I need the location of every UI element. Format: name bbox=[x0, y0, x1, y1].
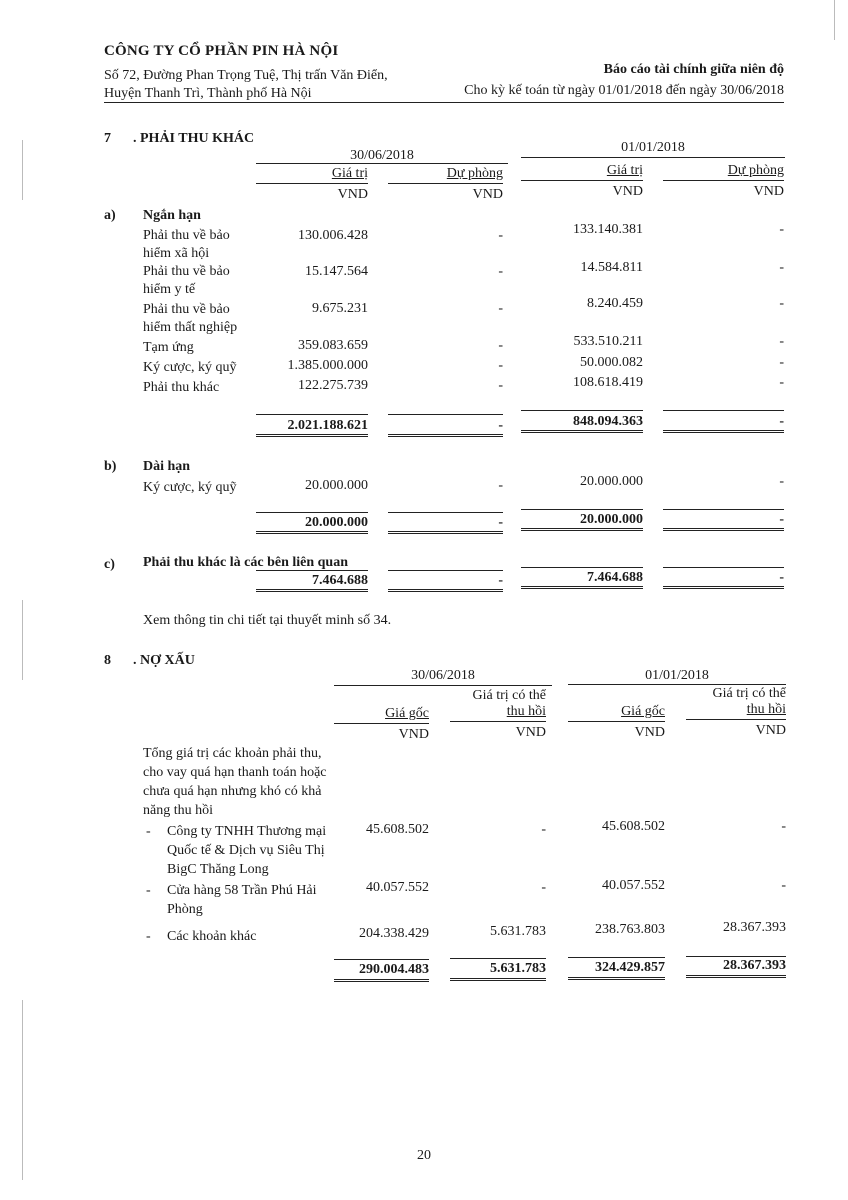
s7-date-2: 01/01/2018 bbox=[621, 140, 685, 155]
value-30-06: 359.083.659 bbox=[298, 338, 368, 353]
row-label: Công ty TNHH Thương mại bbox=[167, 824, 327, 839]
s8-col-recoverable-2a: Giá trị có thể bbox=[712, 686, 786, 701]
row-dash: - bbox=[146, 824, 151, 839]
s7-date-1: 30/06/2018 bbox=[350, 148, 414, 163]
row-dash: - bbox=[146, 929, 151, 944]
cost-30-06: 45.608.502 bbox=[366, 822, 429, 837]
s8-col-cost-2: Giá gốc bbox=[621, 704, 665, 719]
s8-date-2: 01/01/2018 bbox=[645, 668, 709, 683]
s7a-total-rule-top bbox=[388, 414, 503, 415]
value-01-01: 20.000.000 bbox=[580, 474, 643, 489]
row-label: Các khoản khác bbox=[167, 929, 257, 944]
cost-30-06: 40.057.552 bbox=[366, 880, 429, 895]
s7b-total-rule-top bbox=[256, 512, 368, 513]
s7c-total-provision-30-06: - bbox=[498, 573, 503, 588]
s8-intro-line: Tổng giá trị các khoản phải thu, bbox=[143, 746, 322, 761]
s7-col-rule bbox=[521, 180, 643, 181]
s7c-label: c) bbox=[104, 557, 115, 572]
page-edge-right bbox=[834, 0, 835, 40]
report-period: Cho kỳ kế toán từ ngày 01/01/2018 đến ngày 30/06/2018 bbox=[464, 83, 784, 98]
s8-total-rule-top bbox=[334, 959, 429, 960]
s7b-total-provision-01-01: - bbox=[779, 512, 784, 527]
section-8-title: . NỢ XẤU bbox=[133, 653, 195, 668]
s7-note: Xem thông tin chi tiết tại thuyết minh số 34. bbox=[143, 613, 392, 628]
s8-intro-line: cho vay quá hạn thanh toán hoặc bbox=[143, 765, 327, 780]
s7c-total-double-rule bbox=[521, 586, 643, 589]
s7-unit-3: VND bbox=[612, 184, 643, 199]
s8-total-double-rule bbox=[686, 975, 786, 978]
header-divider bbox=[104, 102, 784, 103]
company-address-line-1: Số 72, Đường Phan Trọng Tuệ, Thị trấn Văn Điển, bbox=[104, 68, 388, 83]
value-01-01: 50.000.082 bbox=[580, 355, 643, 370]
row-label: Phải thu về bảo bbox=[143, 302, 230, 317]
s8-total-cost-30-06: 290.004.483 bbox=[359, 962, 429, 977]
s7a-total-double-rule bbox=[521, 430, 643, 433]
s7b-total-rule-top bbox=[663, 509, 784, 510]
s8-total-double-rule bbox=[450, 978, 546, 981]
row-label: Phải thu khác bbox=[143, 380, 220, 395]
s8-intro-line: chưa quá hạn nhưng khó có khả bbox=[143, 784, 322, 799]
s7-unit-1: VND bbox=[337, 187, 368, 202]
s7-col-value-2: Giá trị bbox=[606, 163, 643, 178]
value-30-06: 20.000.000 bbox=[305, 478, 368, 493]
provision-01-01: - bbox=[779, 334, 784, 349]
provision-01-01: - bbox=[779, 260, 784, 275]
section-7-number: 7 bbox=[104, 131, 111, 146]
report-title: Báo cáo tài chính giữa niên độ bbox=[603, 62, 784, 77]
recoverable-01-01: 28.367.393 bbox=[723, 920, 786, 935]
s7-col-provision-2: Dự phòng bbox=[727, 163, 784, 178]
section-8-number: 8 bbox=[104, 653, 111, 668]
s7b-total-rule-top bbox=[388, 512, 503, 513]
s7a-total-double-rule bbox=[256, 434, 368, 437]
s8-col-rule bbox=[686, 719, 786, 720]
row-label: Tạm ứng bbox=[143, 340, 194, 355]
recoverable-01-01: - bbox=[781, 878, 786, 893]
provision-30-06: - bbox=[498, 478, 503, 493]
s8-col-cost-1: Giá gốc bbox=[385, 706, 429, 721]
s8-unit-2: VND bbox=[515, 725, 546, 740]
s8-col-recoverable-1a: Giá trị có thể bbox=[472, 688, 546, 703]
s7a-total-rule-top bbox=[663, 410, 784, 411]
s8-total-rule-top bbox=[686, 956, 786, 957]
s7a-total-rule-top bbox=[256, 414, 368, 415]
s7b-label: b) bbox=[104, 459, 117, 474]
page-number: 20 bbox=[417, 1148, 431, 1163]
provision-30-06: - bbox=[498, 228, 503, 243]
s7a-total-provision-01-01: - bbox=[779, 414, 784, 429]
page-edge-left bbox=[22, 600, 23, 680]
s8-total-double-rule bbox=[334, 979, 429, 982]
s8-date-1: 30/06/2018 bbox=[411, 668, 475, 683]
value-30-06: 15.147.564 bbox=[305, 264, 368, 279]
s7b-total-rule-top bbox=[521, 509, 643, 510]
s8-date-1-rule bbox=[334, 685, 552, 686]
s8-col-rule bbox=[334, 723, 429, 724]
s7-unit-4: VND bbox=[753, 184, 784, 199]
provision-01-01: - bbox=[779, 222, 784, 237]
provision-30-06: - bbox=[498, 358, 503, 373]
value-01-01: 133.140.381 bbox=[573, 222, 643, 237]
s8-total-recoverable-30-06: 5.631.783 bbox=[490, 961, 546, 976]
s7a-total-double-rule bbox=[388, 434, 503, 437]
row-label: Ký cược, ký quỹ bbox=[143, 480, 237, 495]
s7-col-rule bbox=[256, 183, 368, 184]
value-30-06: 130.006.428 bbox=[298, 228, 368, 243]
s7b-total-value-30-06: 20.000.000 bbox=[305, 515, 368, 530]
value-01-01: 108.618.419 bbox=[573, 375, 643, 390]
s7c-total-value-01-01: 7.464.688 bbox=[587, 570, 643, 585]
s8-col-recoverable-1b: thu hồi bbox=[506, 704, 546, 719]
s8-unit-4: VND bbox=[755, 723, 786, 738]
cost-01-01: 40.057.552 bbox=[602, 878, 665, 893]
s8-unit-3: VND bbox=[634, 725, 665, 740]
s7c-total-rule-top bbox=[663, 567, 784, 568]
page-edge-left bbox=[22, 1000, 23, 1180]
company-name: CÔNG TY CỔ PHẦN PIN HÀ NỘI bbox=[104, 43, 339, 59]
cost-01-01: 238.763.803 bbox=[595, 922, 665, 937]
s8-intro-line: năng thu hồi bbox=[143, 803, 213, 818]
row-label-cont: Phòng bbox=[167, 902, 203, 917]
section-7-title: . PHẢI THU KHÁC bbox=[133, 131, 255, 146]
s8-total-rule-top bbox=[450, 958, 546, 959]
recoverable-30-06: - bbox=[541, 822, 546, 837]
value-01-01: 533.510.211 bbox=[573, 334, 643, 349]
s8-col-rule bbox=[568, 721, 665, 722]
row-label: Cửa hàng 58 Trần Phú Hải bbox=[167, 883, 317, 898]
s8-total-double-rule bbox=[568, 977, 665, 980]
s8-total-recoverable-01-01: 28.367.393 bbox=[723, 958, 786, 973]
s8-col-recoverable-2b: thu hồi bbox=[746, 702, 786, 717]
row-label: Phải thu về bảo bbox=[143, 264, 230, 279]
s7b-total-double-rule bbox=[663, 528, 784, 531]
s7a-total-rule-top bbox=[521, 410, 643, 411]
provision-01-01: - bbox=[779, 355, 784, 370]
s7b-total-double-rule bbox=[388, 531, 503, 534]
s7b-total-double-rule bbox=[521, 528, 643, 531]
recoverable-30-06: - bbox=[541, 880, 546, 895]
row-label-cont: BigC Thăng Long bbox=[167, 862, 269, 877]
s7c-total-rule-top bbox=[388, 570, 503, 571]
s7-unit-2: VND bbox=[472, 187, 503, 202]
value-01-01: 8.240.459 bbox=[587, 296, 643, 311]
provision-30-06: - bbox=[498, 301, 503, 316]
s7-col-value-1: Giá trị bbox=[331, 166, 368, 181]
value-30-06: 9.675.231 bbox=[312, 301, 368, 316]
s7a-total-double-rule bbox=[663, 430, 784, 433]
provision-01-01: - bbox=[779, 296, 784, 311]
row-label: Ký cược, ký quỹ bbox=[143, 360, 237, 375]
provision-01-01: - bbox=[779, 375, 784, 390]
recoverable-01-01: - bbox=[781, 819, 786, 834]
page-edge-left bbox=[22, 140, 23, 200]
s7a-label: a) bbox=[104, 208, 116, 223]
s7c-title: Phải thu khác là các bên liên quan bbox=[143, 555, 348, 570]
s7-date-1-rule bbox=[256, 163, 508, 164]
s7c-total-provision-01-01: - bbox=[779, 570, 784, 585]
s8-unit-1: VND bbox=[398, 727, 429, 742]
s7c-total-double-rule bbox=[256, 589, 368, 592]
row-label-cont: hiểm thất nghiệp bbox=[143, 320, 238, 335]
s8-date-2-rule bbox=[568, 684, 786, 685]
s7c-total-value-30-06: 7.464.688 bbox=[312, 573, 368, 588]
provision-30-06: - bbox=[498, 378, 503, 393]
provision-01-01: - bbox=[779, 474, 784, 489]
s7-col-rule bbox=[388, 183, 503, 184]
s7a-total-value-30-06: 2.021.188.621 bbox=[287, 418, 368, 433]
row-label: Phải thu về bảo bbox=[143, 228, 230, 243]
s7b-total-provision-30-06: - bbox=[498, 515, 503, 530]
value-01-01: 14.584.811 bbox=[580, 260, 643, 275]
s7b-title: Dài hạn bbox=[143, 459, 191, 474]
s8-total-rule-top bbox=[568, 957, 665, 958]
s7c-total-rule-top bbox=[521, 567, 643, 568]
s7b-total-double-rule bbox=[256, 531, 368, 534]
row-label-cont: hiểm y tế bbox=[143, 282, 196, 297]
s7c-total-double-rule bbox=[388, 589, 503, 592]
s7-date-2-rule bbox=[521, 157, 785, 158]
row-label-cont: hiểm xã hội bbox=[143, 246, 210, 261]
s7c-total-rule-top bbox=[256, 570, 368, 571]
s8-total-cost-01-01: 324.429.857 bbox=[595, 960, 665, 975]
value-30-06: 122.275.739 bbox=[298, 378, 368, 393]
row-dash: - bbox=[146, 883, 151, 898]
s7c-total-double-rule bbox=[663, 586, 784, 589]
company-address-line-2: Huyện Thanh Trì, Thành phố Hà Nội bbox=[104, 86, 312, 101]
row-label-cont: Quốc tế & Dịch vụ Siêu Thị bbox=[167, 843, 325, 858]
provision-30-06: - bbox=[498, 264, 503, 279]
value-30-06: 1.385.000.000 bbox=[287, 358, 368, 373]
s7a-total-value-01-01: 848.094.363 bbox=[573, 414, 643, 429]
s8-col-rule bbox=[450, 721, 546, 722]
recoverable-30-06: 5.631.783 bbox=[490, 924, 546, 939]
s7-col-rule bbox=[663, 180, 784, 181]
s7b-total-value-01-01: 20.000.000 bbox=[580, 512, 643, 527]
cost-30-06: 204.338.429 bbox=[359, 926, 429, 941]
s7a-total-provision-30-06: - bbox=[498, 418, 503, 433]
s7-col-provision-1: Dự phòng bbox=[446, 166, 503, 181]
provision-30-06: - bbox=[498, 338, 503, 353]
cost-01-01: 45.608.502 bbox=[602, 819, 665, 834]
s7a-title: Ngắn hạn bbox=[143, 208, 201, 223]
